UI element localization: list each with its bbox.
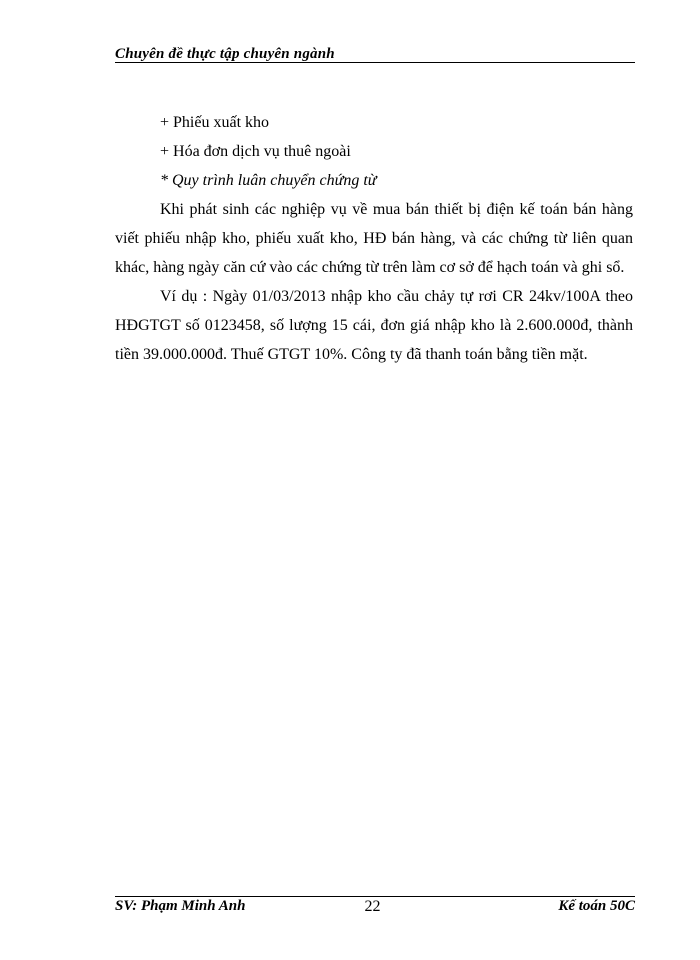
footer-class-name: Kế toán 50C <box>558 898 635 914</box>
page-header-title: Chuyên đề thực tập chuyên ngành <box>115 46 335 62</box>
header-rule <box>115 62 635 63</box>
document-body <box>115 108 633 369</box>
section-subheading: * Quy trình luân chuyển chứng từ <box>160 172 377 189</box>
footer-author: SV: Phạm Minh Anh <box>115 898 246 914</box>
page-number: 22 <box>364 898 381 915</box>
paragraph-process: Khi phát sinh các nghiệp vụ về mua bán thiết bị điện kế toán bán hàng viết phiếu nhập kho, phiếu xuất kho, HĐ bán hàng, và các chứng từ liên quan khác, hàng ngày căn cứ vào các chứng từ trên làm cơ sở để hạch toán và ghi sổ. <box>115 201 633 276</box>
footer-rule <box>115 896 635 897</box>
paragraph-example: Ví dụ : Ngày 01/03/2013 nhập kho cầu chảy tự rơi CR 24kv/100A theo HĐGTGT số 0123458, số lượng 15 cái, đơn giá nhập kho là 2.600.000đ, thành tiền 39.000.000đ. Thuế GTGT 10%. Công ty đã thanh toán bằng tiền mặt. <box>115 288 633 363</box>
list-item-hoa-don-dich-vu: + Hóa đơn dịch vụ thuê ngoài <box>160 143 351 160</box>
list-item-phieu-xuat-kho: + Phiếu xuất kho <box>160 114 270 131</box>
